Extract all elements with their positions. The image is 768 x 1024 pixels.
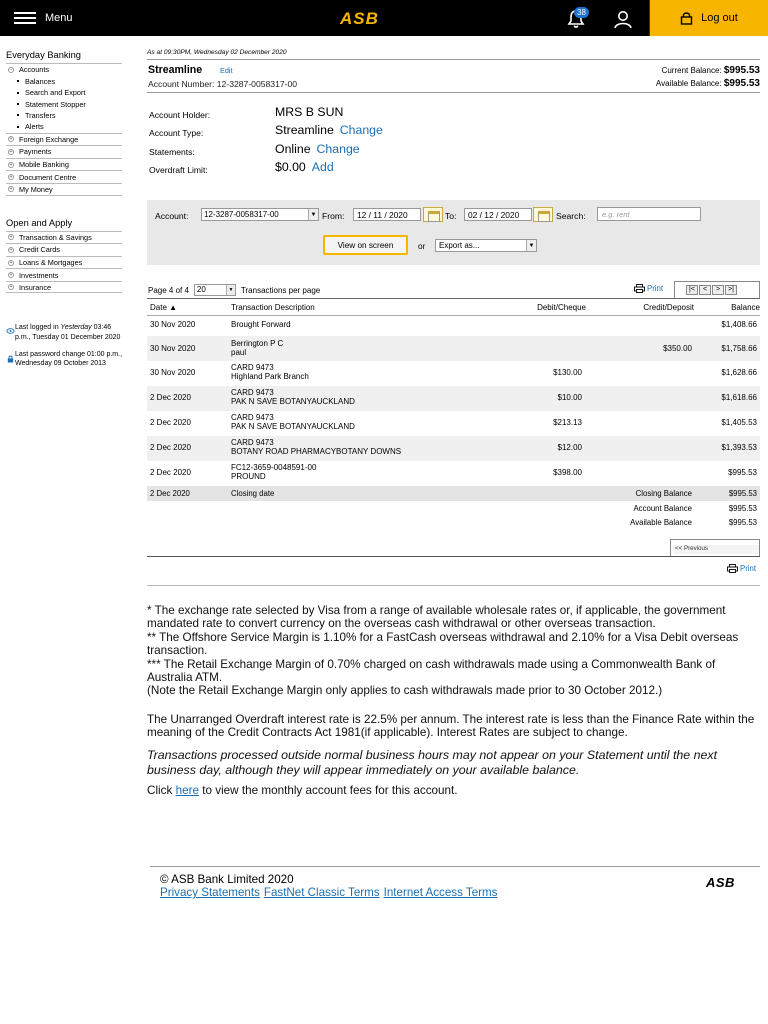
collapse-icon: − — [9, 66, 13, 73]
expand-icon: + — [9, 161, 13, 168]
last-page-icon[interactable]: >| — [725, 285, 737, 295]
fees-line: Click here to view the monthly account fees for this account. — [147, 783, 458, 797]
table-row: 2 Dec 2020 FC12-3659-0048591-00 PROUND $398.00 $995.53 — [150, 463, 757, 482]
top-bar — [0, 0, 768, 36]
expand-icon: + — [9, 174, 13, 181]
copyright: © ASB Bank Limited 2020 — [160, 873, 294, 886]
account-number: Account Number: 12-3287-0058317-00 — [148, 79, 298, 89]
fees-here-link[interactable]: here — [175, 783, 199, 797]
internet-access-terms-link[interactable]: Internet Access Terms — [383, 886, 498, 900]
export-select[interactable]: Export as... ▼ — [435, 239, 537, 252]
sidebar-subitem-statement-stopper[interactable]: Statement Stopper — [6, 98, 122, 109]
to-date-input[interactable]: 02 / 12 / 2020 — [464, 208, 532, 221]
menu-button[interactable] — [14, 9, 73, 27]
page-nav-buttons — [686, 285, 738, 295]
note-offshore-margin: ** The Offshore Service Margin is 1.10% for a FastCash overseas withdrawal and 2.10% for a Visa Debit overseas transaction. — [147, 630, 739, 658]
pager — [148, 284, 320, 296]
printer-icon — [634, 284, 645, 293]
prev-page-icon[interactable]: < — [699, 285, 711, 295]
last-password-info: Last password change 01:00 p.m., Wednesday 09 October 2013 — [6, 350, 122, 368]
account-name: Streamline — [148, 64, 203, 76]
edit-account-link[interactable]: Edit — [220, 66, 233, 75]
sidebar-item-credit-cards[interactable]: + Credit Cards — [6, 243, 122, 256]
credit-column-header: Credit/Deposit — [643, 303, 694, 312]
privacy-statements-link[interactable]: Privacy Statements — [160, 886, 260, 900]
account-type-row: Streamline Change — [275, 123, 383, 137]
available-balance-row: Available Balance $995.53 — [630, 518, 757, 527]
fastnet-classic-terms-link[interactable]: FastNet Classic Terms — [263, 886, 380, 900]
overdraft-row: $0.00 Add — [275, 160, 334, 174]
add-overdraft-link[interactable]: Add — [311, 160, 334, 174]
divider — [147, 556, 760, 557]
change-account-type-link[interactable]: Change — [339, 123, 383, 137]
sidebar-item-foreign-exchange[interactable]: + Foreign Exchange — [6, 133, 122, 146]
sidebar-item-my-money[interactable]: + My Money — [6, 183, 122, 196]
account-balance-row: Account Balance $995.53 — [633, 503, 757, 513]
date-column-header[interactable]: Date ▲ — [150, 303, 178, 312]
table-header — [147, 298, 760, 316]
transactions-table — [147, 298, 760, 530]
from-date-input[interactable]: 12 / 11 / 2020 — [353, 208, 421, 221]
table-row: 2 Dec 2020 CARD 9473 PAK N SAVE BOTANYAUCKLAND $213.13 $1,405.53 — [150, 413, 757, 432]
account-holder-value: MRS B SUN — [275, 105, 344, 119]
lock-icon — [680, 11, 693, 25]
overdraft-label: Overdraft Limit: — [149, 165, 208, 175]
sidebar-item-transaction-savings[interactable]: + Transaction & Savings — [6, 231, 122, 244]
sidebar-item-accounts[interactable]: − Accounts — [6, 63, 122, 76]
eye-icon — [6, 328, 15, 334]
expand-icon: + — [9, 259, 13, 266]
table-row: 2 Dec 2020 CARD 9473 BOTANY ROAD PHARMACYBOTANY DOWNS $12.00 $1,393.53 — [147, 436, 760, 461]
description-column-header: Transaction Description — [231, 303, 315, 312]
table-row: 2 Dec 2020 CARD 9473 PAK N SAVE BOTANYAUCKLAND $10.00 $1,618.66 — [147, 386, 760, 411]
chevron-down-icon: ▼ — [226, 285, 235, 295]
sidebar-item-loans-mortgages[interactable]: + Loans & Mortgages — [6, 256, 122, 269]
note-overdraft-rate: The Unarranged Overdraft interest rate is 22.5% per annum. The interest rate is less than the Finance Rate within the meaning of the Credit Contracts Act 1981(if applicable). Interest Rates are subject to change. — [147, 712, 755, 740]
search-label: Search: — [556, 211, 586, 221]
previous-page-button[interactable]: << Previous — [673, 545, 759, 554]
search-input[interactable]: e.g. rent — [597, 207, 701, 221]
divider — [147, 92, 760, 93]
sidebar-subitem-alerts[interactable]: Alerts — [6, 121, 122, 132]
or-label: or — [418, 241, 426, 251]
closing-balance-row: 2 Dec 2020 Closing date Closing Balance $995.53 — [147, 486, 760, 501]
logout-label: Log out — [701, 12, 738, 24]
divider — [147, 59, 760, 60]
per-page-label: Transactions per page — [240, 285, 321, 295]
as-at-timestamp: As at 09:30PM, Wednesday 02 December 2020 — [147, 49, 287, 56]
note-business-hours: Transactions processed outside normal business hours may not appear on your Statement until the next business day, although they will appear immediately on your available balance. — [147, 747, 718, 777]
divider — [147, 585, 760, 586]
chevron-down-icon: ▼ — [308, 209, 318, 220]
sidebar-subitem-search-export[interactable]: Search and Export — [6, 87, 122, 98]
first-page-icon[interactable]: |< — [686, 285, 698, 295]
expand-icon: + — [9, 284, 13, 291]
padlock-icon — [6, 355, 15, 363]
from-label: From: — [322, 211, 345, 221]
expand-icon: + — [9, 136, 13, 143]
print-link-bottom[interactable]: Print — [727, 564, 756, 573]
search-panel — [147, 200, 760, 265]
divider — [150, 866, 760, 867]
account-type-label: Account Type: — [149, 128, 204, 138]
footer-asb-logo: ASB — [706, 875, 735, 890]
expand-icon: + — [9, 148, 13, 155]
sidebar-item-document-centre[interactable]: + Document Centre — [6, 170, 122, 183]
expand-icon: + — [9, 272, 13, 279]
sidebar-subitem-transfers[interactable]: Transfers — [6, 110, 122, 121]
next-page-icon[interactable]: > — [712, 285, 724, 295]
asb-logo[interactable]: ASB — [340, 9, 379, 28]
expand-icon: + — [9, 246, 13, 253]
account-holder-label: Account Holder: — [149, 110, 211, 120]
to-label: To: — [445, 211, 457, 221]
balance-column-header: Balance — [731, 303, 760, 312]
calendar-icon[interactable] — [423, 207, 443, 222]
chevron-down-icon: ▼ — [526, 240, 536, 251]
sidebar-item-investments[interactable]: + Investments — [6, 268, 122, 281]
hamburger-icon — [14, 12, 36, 24]
sidebar — [6, 50, 122, 368]
page-indicator: Page 4 of 4 — [148, 285, 189, 295]
disclaimer-notes — [147, 604, 762, 797]
last-logged-info: Last logged in Yesterday 03:46 p.m., Tuesday 01 December 2020 — [6, 323, 122, 341]
expand-icon: + — [9, 234, 13, 241]
debit-column-header: Debit/Cheque — [537, 303, 586, 312]
table-row: 30 Nov 2020 Brought Forward $1,408.66 — [150, 320, 757, 329]
table-row: 30 Nov 2020 CARD 9473 Highland Park Branch $130.00 $1,628.66 — [150, 363, 757, 382]
per-page-select[interactable]: 20 ▼ — [194, 284, 236, 296]
printer-icon — [727, 564, 738, 573]
account-select-label: Account: — [155, 211, 189, 221]
sidebar-item-payments[interactable]: + Payments — [6, 145, 122, 158]
expand-icon: + — [9, 186, 13, 193]
statements-row: Online Change — [275, 142, 360, 156]
note-retail-margin: *** The Retail Exchange Margin of 0.70% charged on cash withdrawals made using a Commonwealth Bank of Australia ATM. — [147, 657, 716, 685]
notification-badge: 38 — [574, 7, 589, 18]
user-icon[interactable] — [612, 8, 634, 30]
calendar-icon[interactable] — [533, 207, 553, 222]
sidebar-subitem-balances[interactable]: Balances — [6, 76, 122, 87]
change-statements-link[interactable]: Change — [316, 142, 360, 156]
view-on-screen-button[interactable]: View on screen — [323, 235, 408, 255]
print-link[interactable]: Print — [634, 284, 663, 293]
everyday-banking-heading: Everyday Banking — [6, 50, 81, 60]
sort-up-icon: ▲ — [169, 303, 178, 312]
account-select[interactable]: 12-3287-0058317-00 ▼ — [201, 208, 319, 221]
menu-label: Menu — [45, 12, 73, 24]
note-retail-margin-date: (Note the Retail Exchange Margin only applies to cash withdrawals made prior to 30 October 2012.) — [147, 684, 663, 698]
table-row: 30 Nov 2020 Berrington P C paul $350.00 $1,758.66 — [147, 336, 760, 361]
statements-label: Statements: — [149, 147, 195, 157]
available-balance: Available Balance: $995.53 — [655, 78, 760, 89]
open-apply-heading: Open and Apply — [6, 217, 73, 228]
logout-button[interactable] — [649, 0, 768, 36]
footer — [160, 873, 501, 900]
sidebar-item-mobile-banking[interactable]: + Mobile Banking — [6, 158, 122, 171]
current-balance: Current Balance: $995.53 — [661, 65, 760, 76]
note-exchange-rate: * The exchange rate selected by Visa from a range of available wholesale rates or, if applicable, the government mandated rate to convert currency on the overseas cash withdrawal or other overseas transaction. — [147, 604, 726, 631]
sidebar-item-insurance[interactable]: + Insurance — [6, 281, 122, 294]
